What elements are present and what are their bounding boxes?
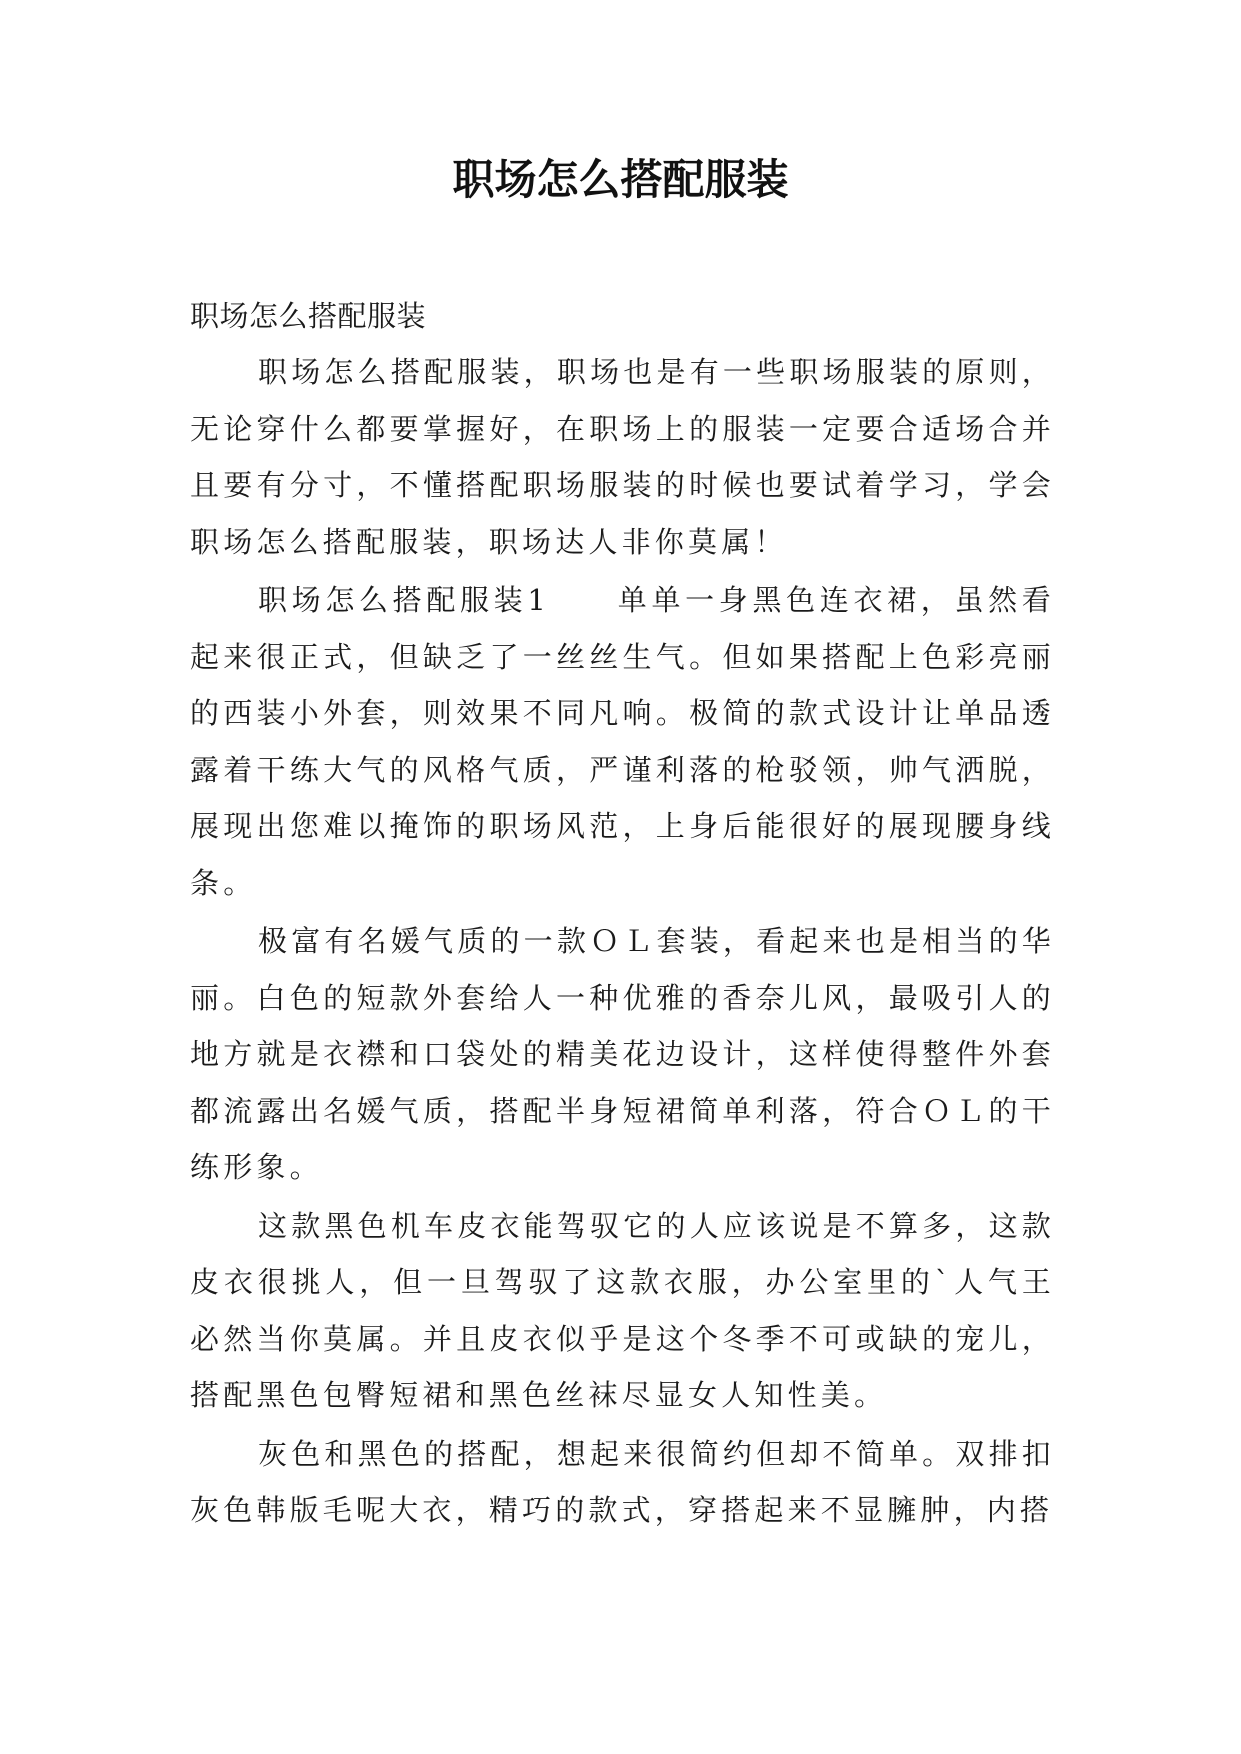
document-body xyxy=(190,288,1055,1541)
document-subtitle: 职场怎么搭配服装 xyxy=(190,299,427,333)
document-title: 职场怎么搭配服装 xyxy=(452,155,789,204)
paragraph-outfit-3: 这款黑色机车皮衣能驾驭它的人应该说是不算多，这款皮衣很挑人，但一旦驾驭了这款衣服，办公室里的`人气王必然当你莫属。并且皮衣似乎是这个冬季不可或缺的宠儿，搭配黑色包臀短裙和黑色丝袜尽显女人知性美。 xyxy=(190,1208,1055,1412)
paragraph-outfit-2: 极富有名媛气质的一款ＯＬ套装，看起来也是相当的华丽。白色的短款外套给人一种优雅的香奈儿风，最吸引人的地方就是衣襟和口袋处的精美花边设计，这样使得整件外套都流露出名媛气质，搭配半身短裙简单利落，符合ＯＬ的干练形象。 xyxy=(190,924,1055,1184)
paragraph-outfit-1: 职场怎么搭配服装1 单单一身黑色连衣裙，虽然看起来很正式，但缺乏了一丝丝生气。但如果搭配上色彩亮丽的西装小外套，则效果不同凡响。极简的款式设计让单品透露着干练大气的风格气质，严谨利落的枪驳领，帅气洒脱，展现出您难以掩饰的职场风范，上身后能很好的展现腰身线条。 xyxy=(190,583,1055,900)
paragraph-intro: 职场怎么搭配服装，职场也是有一些职场服装的原则，无论穿什么都要掌握好，在职场上的服装一定要合适场合并且要有分寸，不懂搭配职场服装的时候也要试着学习，学会职场怎么搭配服装，职场达人非你莫属！ xyxy=(190,355,1055,559)
paragraph-outfit-4: 灰色和黑色的搭配，想起来很简约但却不简单。双排扣灰色韩版毛呢大衣，精巧的款式，穿搭起来不显臃肿，内搭 xyxy=(190,1436,1055,1527)
